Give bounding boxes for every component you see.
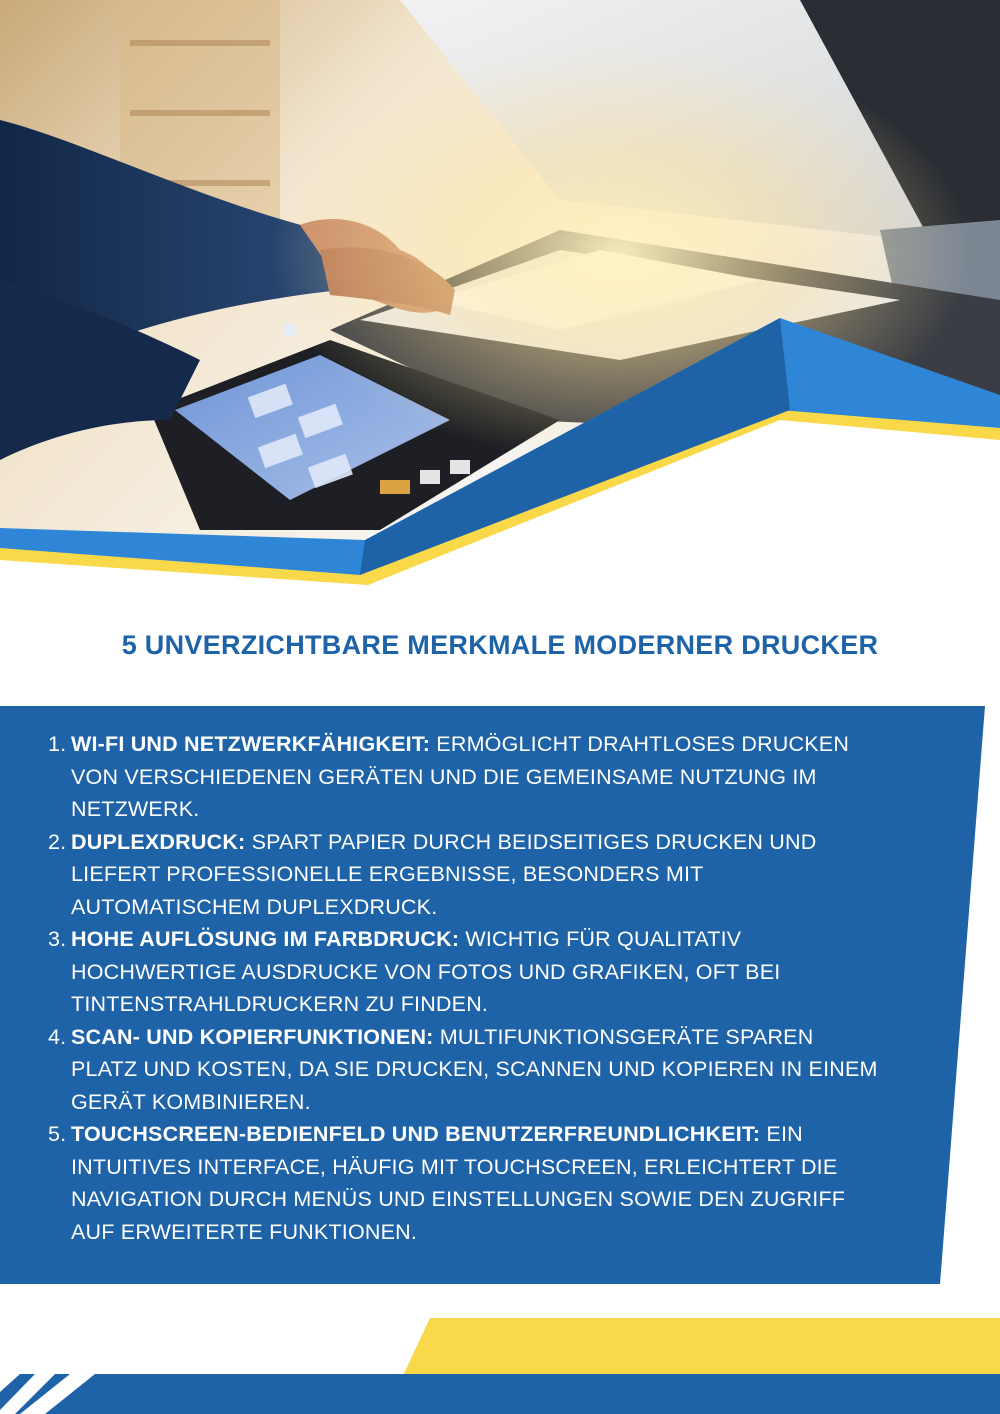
feature-text: VON VERSCHIEDENEN GERÄTEN UND DIE GEMEINSAME NUTZUNG IM (71, 764, 817, 789)
feature-text: INTUITIVES INTERFACE, HÄUFIG MIT TOUCHSCREEN, ERLEICHTERT DIE (71, 1154, 838, 1179)
feature-list (0, 728, 955, 1268)
feature-number: 2. (48, 829, 67, 854)
feature-text: WICHTIG FÜR QUALITATIV (459, 927, 742, 951)
feature-number: 1. (48, 732, 67, 756)
feature-text: TINTENSTRAHLDRUCKERN ZU FINDEN. (71, 992, 489, 1016)
feature-text: NETZWERK. (71, 797, 200, 821)
feature-text: EIN (760, 1122, 803, 1146)
feature-item (0, 1118, 955, 1248)
feature-text: PLATZ UND KOSTEN, DA SIE DRUCKEN, SCANNEN UND KOPIEREN IN EINEM (71, 1057, 878, 1081)
feature-text: MULTIFUNKTIONSGERÄTE SPAREN (433, 1024, 814, 1049)
feature-text: LIEFERT PROFESSIONELLE ERGEBNISSE, BESONDERS MIT (71, 862, 704, 886)
feature-text: ERMÖGLICHT DRAHTLOSES DRUCKEN (430, 732, 850, 756)
feature-text: AUTOMATISCHEM DUPLEXDRUCK. (71, 894, 438, 919)
feature-item (0, 923, 955, 1021)
feature-item (0, 728, 955, 826)
feature-number: 4. (48, 1024, 67, 1049)
feature-text: NAVIGATION DURCH MENÜS UND EINSTELLUNGEN SOWIE DEN ZUGRIFF (71, 1187, 846, 1211)
feature-heading: TOUCHSCREEN-BEDIENFELD UND BENUTZERFREUNDLICHKEIT: (71, 1122, 761, 1146)
feature-heading: HOHE AUFLÖSUNG IM FARBDRUCK: (71, 927, 460, 951)
feature-item (0, 1021, 955, 1119)
feature-text: AUF ERWEITERTE FUNKTIONEN. (71, 1219, 418, 1244)
feature-number: 5. (48, 1122, 67, 1146)
feature-text: GERÄT KOMBINIEREN. (71, 1089, 311, 1114)
feature-text: HOCHWERTIGE AUSDRUCKE VON FOTOS UND GRAFIKEN, OFT BEI (71, 959, 781, 984)
hero-image (0, 0, 1000, 600)
footer-decoration (0, 1300, 1000, 1414)
feature-heading: WI-FI UND NETZWERKFÄHIGKEIT: (71, 732, 431, 756)
page-title: 5 UNVERZICHTBARE MERKMALE MODERNER DRUCKER (121, 630, 879, 660)
feature-heading: DUPLEXDRUCK: (71, 829, 246, 854)
feature-item (0, 826, 955, 924)
feature-text: SPART PAPIER DURCH BEIDSEITIGES DRUCKEN UND (245, 829, 817, 854)
feature-number: 3. (48, 927, 67, 951)
feature-heading: SCAN- UND KOPIERFUNKTIONEN: (71, 1024, 434, 1049)
